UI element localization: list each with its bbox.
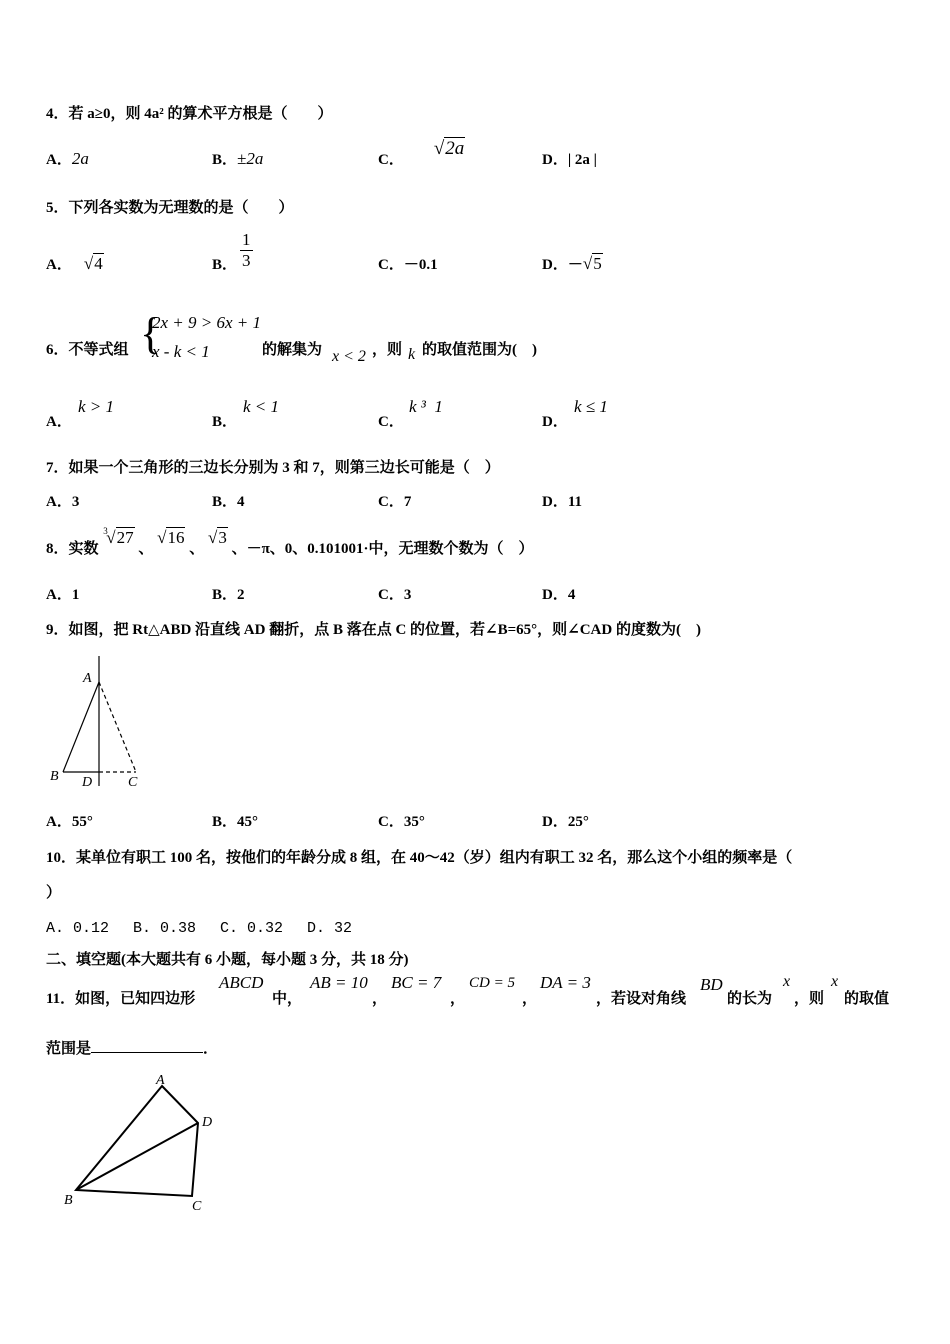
q6-option-b-value: k < 1	[243, 397, 280, 416]
q5-option-b-fraction: $\frac{1}{3}$	[242, 230, 251, 270]
q11-quad: ABCD	[219, 973, 264, 992]
q8-option-a: A．1	[46, 587, 80, 603]
fig-label-c: C	[128, 775, 138, 790]
q11-comma2: ，	[450, 991, 466, 1007]
q6-system-line1: 2x + 9 > 6x + 1	[152, 313, 262, 332]
q6-option-a-label: A．	[46, 414, 72, 430]
q5-option-d: D．－√5	[542, 254, 602, 273]
q11-x1: x	[783, 973, 791, 990]
q4-option-a: A．2a	[46, 149, 89, 168]
q11-mid2: 的长为	[727, 991, 773, 1007]
q11-x2: x	[831, 973, 839, 990]
system-brace: {	[140, 309, 162, 358]
q4-option-b: B．±2a	[212, 149, 264, 168]
q7-option-c: C．7	[378, 494, 412, 510]
q6-option-b-label: B．	[212, 414, 238, 430]
q10-stem-end: ）	[46, 885, 62, 901]
q8-option-b: B．2	[212, 587, 245, 603]
q11-mid3: ，则	[794, 991, 825, 1007]
q11-da: DA = 3	[540, 973, 591, 992]
q11-quadrilateral-figure	[58, 1070, 228, 1215]
fig-label-d: D	[202, 1115, 213, 1130]
q6-option-c-value: k ³ 1	[409, 397, 443, 416]
q10-options: A. 0.12 B. 0.38 C. 0.32 D. 32	[46, 920, 353, 937]
q10-stem: 10．某单位有职工 100 名，按他们的年龄分成 8 组，在 40～42（岁）组内有职工 32 名，那么这个小组的频率是（	[46, 850, 793, 866]
q6-system-line2: x - k < 1	[152, 342, 210, 361]
q4-option-c: C．√2a	[378, 138, 465, 168]
q11-comma1: ，	[372, 991, 388, 1007]
q7-stem: 7．如果一个三角形的三边长分别为 3 和 7，则第三边长可能是（ ）	[46, 460, 500, 476]
fig-line-ab	[63, 682, 99, 772]
fig-label-b: B	[64, 1193, 73, 1208]
fig-line-ac	[99, 682, 136, 772]
q11-comma3: ，	[522, 991, 538, 1007]
q11-bc: BC = 7	[391, 973, 442, 992]
q6-mid: 的解集为	[262, 342, 323, 358]
q9-option-b: B．45°	[212, 814, 259, 830]
q6-prefix: 6．不等式组	[46, 342, 129, 358]
q11-suffix: 的取值	[844, 991, 890, 1007]
fig-label-b: B	[50, 769, 59, 784]
q6-mid2: ，则	[372, 342, 403, 358]
q8-option-c: C．3	[378, 587, 412, 603]
q6-option-d-label: D．	[542, 414, 568, 430]
q4-stem: 4．若 a≥0，则 4a² 的算术平方根是（ ）	[46, 106, 333, 122]
q5-option-c: C．－0.1	[378, 257, 438, 273]
q4-option-d: D．| 2a |	[542, 152, 597, 168]
q11-line2: 范围是 ．	[46, 1041, 219, 1057]
fig-label-a: A	[83, 671, 92, 686]
q8-stem: 8．实数 3 √27 、 √16 、 √3 、－π、0、0.101001·中，无理数个数为（ ）	[46, 526, 534, 557]
q7-option-a: A．3	[46, 494, 80, 510]
q11-mid: ，若设对角线	[596, 991, 687, 1007]
q11-bd: BD	[700, 975, 723, 994]
q5-stem: 5．下列各实数为无理数的是（ ）	[46, 200, 294, 216]
q6-var: k	[408, 346, 416, 363]
q6-solution: x < 2	[332, 348, 366, 365]
q6-option-d-value: k ≤ 1	[574, 397, 608, 416]
fig-label-d: D	[82, 775, 93, 790]
q6-suffix: 的取值范围为( )	[422, 342, 537, 358]
section2-title: 二、填空题(本大题共有 6 小题，每小题 3 分，共 18 分)	[46, 952, 409, 968]
fig-label-a: A	[156, 1073, 165, 1088]
q7-option-b: B．4	[212, 494, 245, 510]
answer-blank[interactable]	[91, 1052, 203, 1053]
q9-option-d: D．25°	[542, 814, 589, 830]
q11-zh: 中，	[272, 991, 303, 1007]
q5-option-b-label: B．	[212, 257, 238, 273]
q9-option-c: C．35°	[378, 814, 425, 830]
q11-cd: CD = 5	[469, 975, 515, 991]
q9-stem: 9．如图，把 Rt△ABD 沿直线 AD 翻折，点 B 落在点 C 的位置，若∠B=65°，则∠CAD 的度数为( )	[46, 622, 701, 638]
q9-option-a: A．55°	[46, 814, 93, 830]
q11-prefix: 11．如图，已知四边形	[46, 991, 196, 1007]
q8-option-d: D．4	[542, 587, 576, 603]
q7-option-d: D．11	[542, 494, 583, 510]
fig-diagonal-bd	[76, 1123, 198, 1190]
q6-option-a-value: k > 1	[78, 397, 115, 416]
q6-option-c-label: C．	[378, 414, 404, 430]
fig-label-c: C	[192, 1199, 202, 1214]
q9-triangle-figure	[44, 652, 154, 794]
q11-ab: AB = 10	[310, 973, 368, 992]
q5-option-a: A． √4	[46, 254, 103, 273]
